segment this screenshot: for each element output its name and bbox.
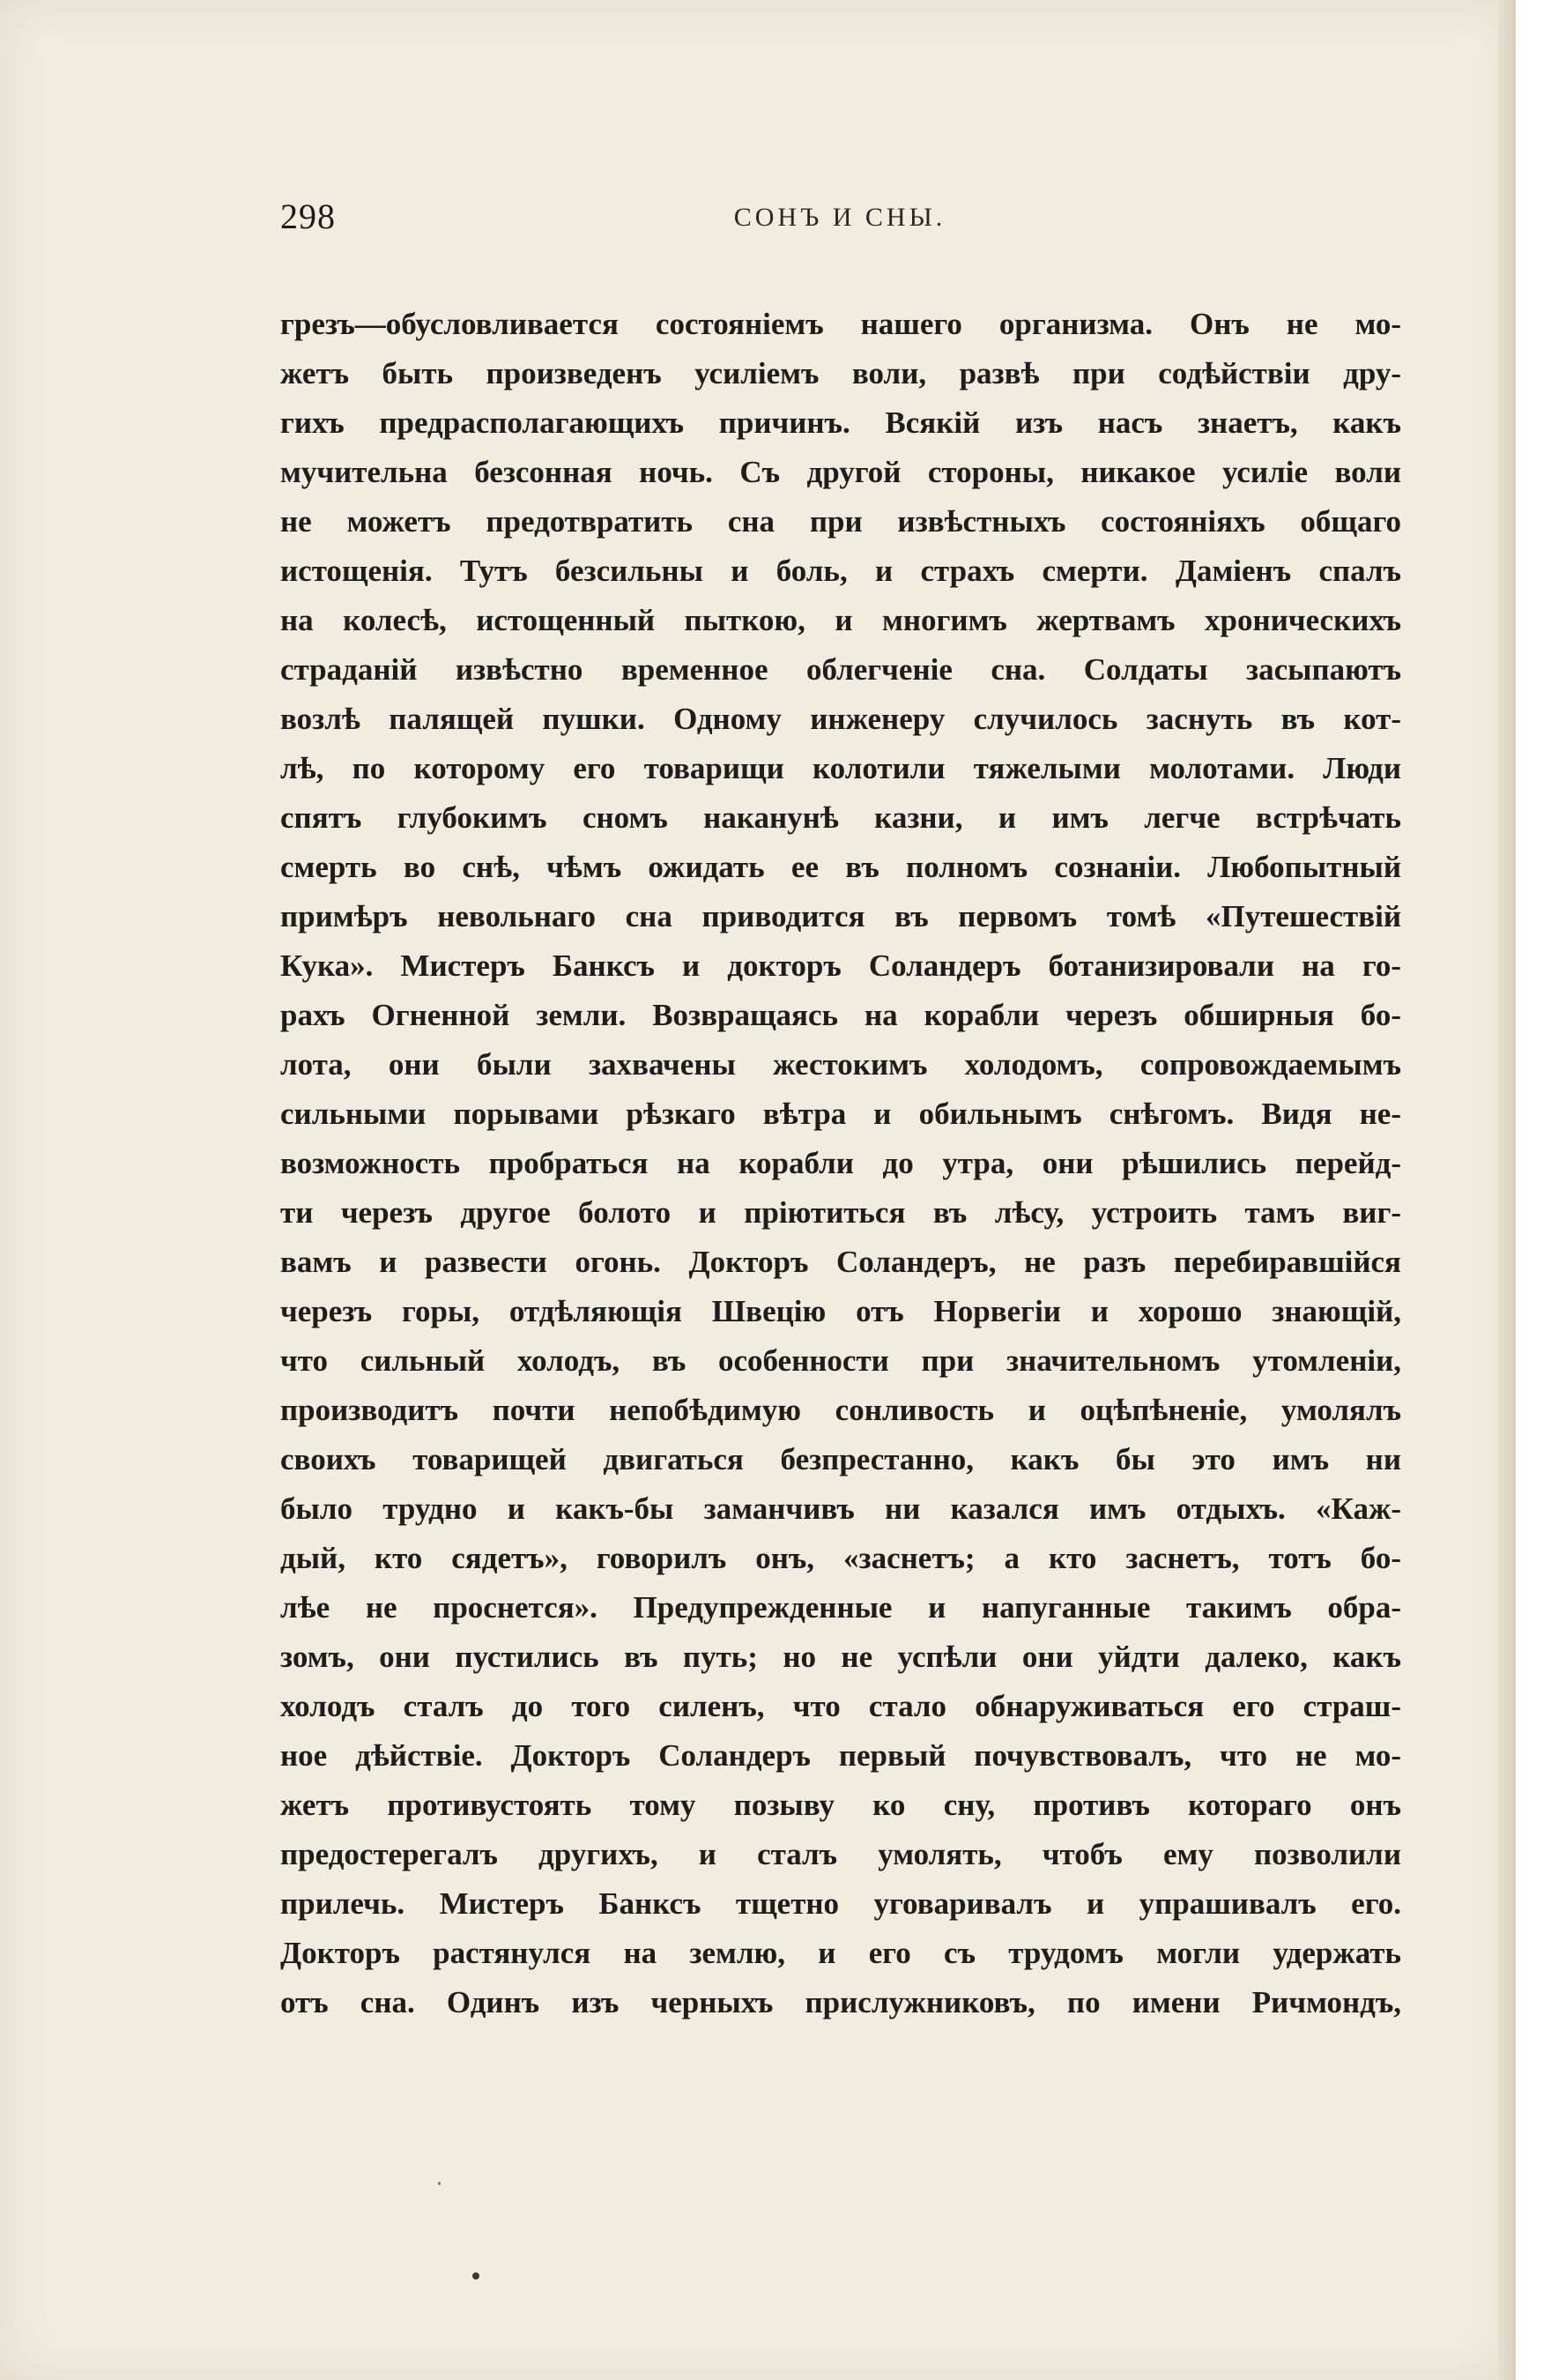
text-line: спятъ глубокимъ сномъ наканунѣ казни, и имъ легче встрѣчать [280,800,1401,835]
text-line: гихъ предрасполагающихъ причинъ. Всякій изъ насъ знаетъ, какъ [280,405,1401,440]
text-line: предостерегалъ другихъ, и сталъ умолять, чтобъ ему позволили [280,1837,1401,1871]
text-line: мучительна безсонная ночь. Съ другой стороны, никакое усиліе воли [280,455,1401,489]
text-line: было трудно и какъ-бы заманчивъ ни казался имъ отдыхъ. «Каж- [280,1491,1401,1526]
text-line: своихъ товарищей двигаться безпрестанно, какъ бы это имъ ни [280,1442,1401,1476]
text-line: не можетъ предотвратить сна при извѣстныхъ состояніяхъ общаго [280,504,1401,539]
text-line: что сильный холодъ, въ особенности при значительномъ утомленіи, [280,1343,1401,1378]
running-head [280,196,1399,249]
text-line: грезъ—обусловливается состояніемъ нашего организма. Онъ не мо- [280,307,1401,341]
text-line: лѣ, по которому его товарищи колотили тяжелыми молотами. Люди [280,751,1401,785]
text-line: холодъ сталъ до того силенъ, что стало обнаруживаться его страш- [280,1689,1401,1723]
ink-speck [438,2182,441,2185]
text-line: смерть во снѣ, чѣмъ ожидать ее въ полномъ сознаніи. Любопытный [280,850,1401,884]
text-line: отъ сна. Одинъ изъ черныхъ прислужниковъ, по имени Ричмондъ, [280,1985,1401,2019]
page-number: 298 [280,197,336,236]
running-title: СОНЪ И СНЫ. [733,203,946,232]
text-line: примѣръ невольнаго сна приводится въ первомъ томѣ «Путешествій [280,899,1401,933]
text-line: истощенія. Тутъ безсильны и боль, и страхъ смерти. Даміенъ спалъ [280,554,1401,588]
text-line: Кука». Мистеръ Банксъ и докторъ Соландеръ ботанизировали на го- [280,948,1401,983]
text-line: жетъ быть произведенъ усиліемъ воли, развѣ при содѣйствіи дру- [280,356,1401,390]
text-line: страданій извѣстно временное облегченіе сна. Солдаты засыпаютъ [280,652,1401,687]
ink-speck [472,2272,479,2280]
body-text [280,300,1401,2027]
text-line: возлѣ палящей пушки. Одному инженеру случилось заснуть въ кот- [280,702,1401,736]
text-line: на колесѣ, истощенный пыткою, и многимъ жертвамъ хроническихъ [280,603,1401,637]
page-edge [1498,0,1516,2380]
text-line: зомъ, они пустились въ путь; но не успѣли они уйдти далеко, какъ [280,1640,1401,1674]
text-line: рахъ Огненной земли. Возвращаясь на корабли черезъ обширныя бо- [280,998,1401,1032]
text-line: прилечь. Мистеръ Банксъ тщетно уговаривалъ и упрашивалъ его. [280,1886,1401,1921]
text-line: лѣе не проснется». Предупрежденные и напуганные такимъ обра- [280,1590,1401,1625]
text-line: Докторъ растянулся на землю, и его съ трудомъ могли удержать [280,1936,1401,1970]
text-line: возможность пробраться на корабли до утра, они рѣшились перейд- [280,1146,1401,1180]
text-line: ное дѣйствіе. Докторъ Соландеръ первый почувствовалъ, что не мо- [280,1738,1401,1773]
text-line: производитъ почти непобѣдимую сонливость и оцѣпѣненіе, умолялъ [280,1393,1401,1427]
text-line: черезъ горы, отдѣляющія Швецію отъ Норвегіи и хорошо знающій, [280,1294,1401,1328]
text-line: жетъ противустоять тому позыву ко сну, противъ котораго онъ [280,1788,1401,1822]
text-line: сильными порывами рѣзкаго вѣтра и обильнымъ снѣгомъ. Видя не- [280,1097,1401,1131]
scan-margin [1516,0,1551,2380]
text-line: дый, кто сядетъ», говорилъ онъ, «заснетъ; а кто заснетъ, тотъ бо- [280,1541,1401,1575]
text-line: ти черезъ другое болото и пріютиться въ лѣсу, устроить тамъ виг- [280,1195,1401,1230]
text-line: лота, они были захвачены жестокимъ холодомъ, сопровождаемымъ [280,1047,1401,1082]
text-line: вамъ и развести огонь. Докторъ Соландеръ, не разъ перебиравшійся [280,1245,1401,1279]
